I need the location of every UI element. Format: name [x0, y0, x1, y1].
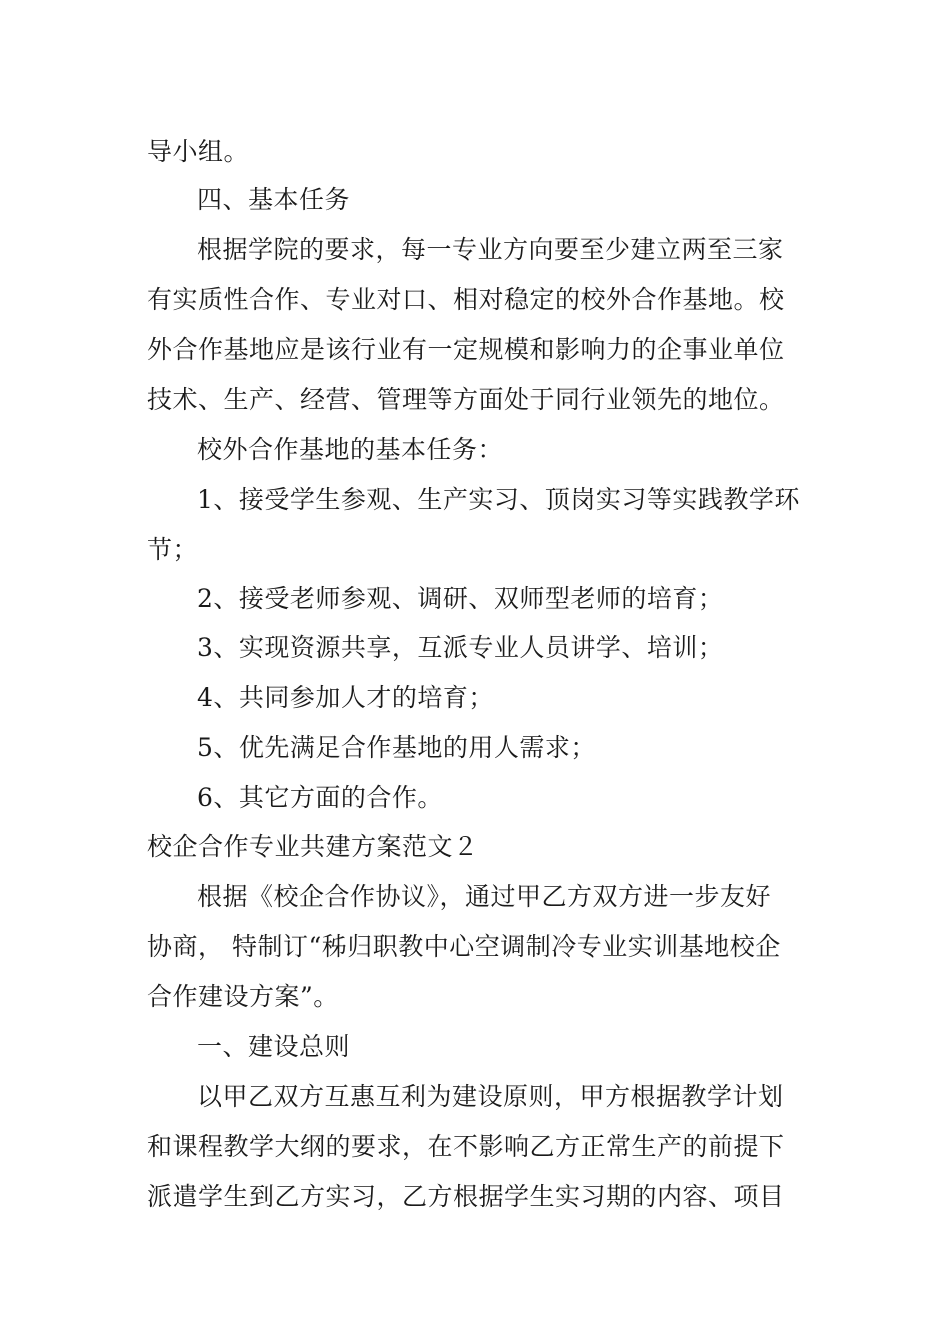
text-line: 合作建设方案”。 [147, 982, 339, 1011]
text-line: 派遣学生到乙方实习，乙方根据学生实习期的内容、项目 [147, 1182, 785, 1211]
text-line: 根据《校企合作协议》，通过甲乙方双方进一步友好 [197, 882, 772, 911]
list-item: 3、实现资源共享，互派专业人员讲学、培训； [197, 633, 724, 662]
text-line: 校外合作基地的基本任务： [197, 435, 504, 464]
text-line: 节； [147, 535, 199, 564]
list-item: 6、其它方面的合作。 [197, 783, 443, 812]
text-line: 协商， 特制订“秭归职教中心空调制冷专业实训基地校企 [147, 932, 781, 961]
text-line: 以甲乙双方互惠互利为建设原则，甲方根据教学计划 [197, 1082, 784, 1111]
text-line: 技术、生产、经营、管理等方面处于同行业领先的地位。 [147, 385, 785, 414]
list-item: 1、接受学生参观、生产实习、顶岗实习等实践教学环 [197, 485, 800, 514]
document-title: 校企合作专业共建方案范文２ [147, 832, 479, 861]
text-line: 导小组。 [147, 137, 250, 166]
section-heading: 四、基本任务 [197, 185, 351, 214]
text-line: 外合作基地应是该行业有一定规模和影响力的企事业单位 [147, 335, 785, 364]
text-line: 有实质性合作、专业对口、相对稳定的校外合作基地。校 [147, 285, 785, 314]
section-heading: 一、建设总则 [197, 1032, 351, 1061]
text-line: 根据学院的要求，每一专业方向要至少建立两至三家 [197, 235, 784, 264]
text-line: 和课程教学大纲的要求，在不影响乙方正常生产的前提下 [147, 1132, 785, 1161]
list-item: 2、接受老师参观、调研、双师型老师的培育； [197, 584, 724, 613]
list-item: 5、优先满足合作基地的用人需求； [197, 733, 596, 762]
list-item: 4、共同参加人才的培育； [197, 683, 494, 712]
